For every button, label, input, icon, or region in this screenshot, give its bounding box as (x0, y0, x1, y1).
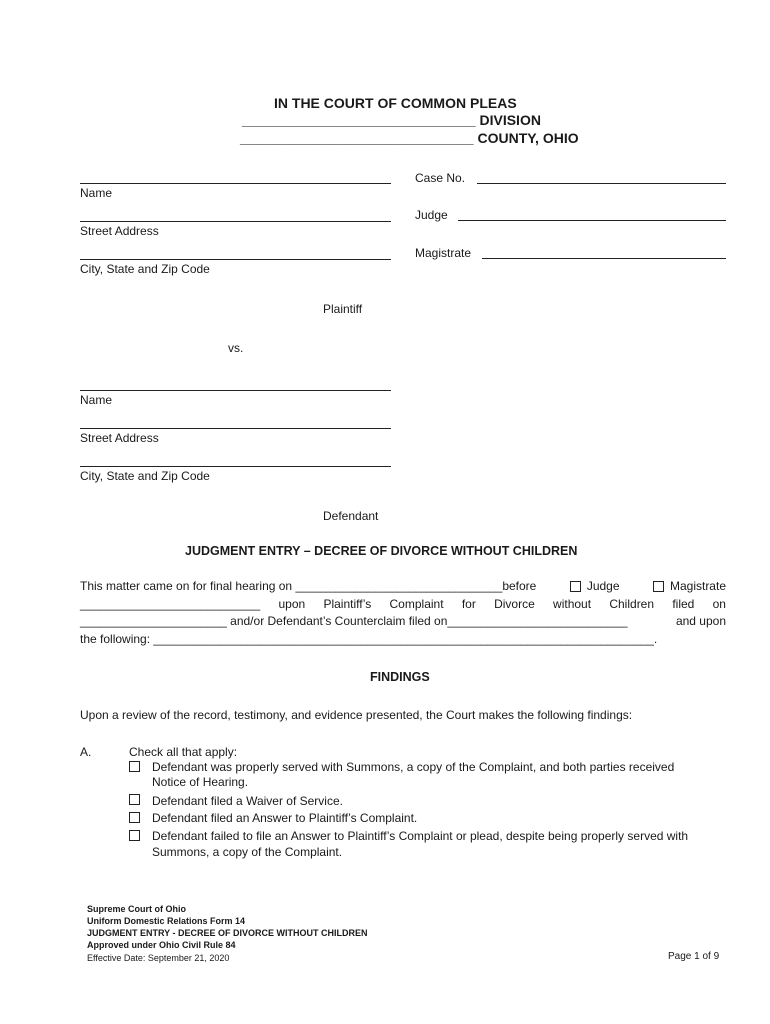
footer-form-number: Uniform Domestic Relations Form 14 (87, 916, 246, 926)
finding-no-answer-line1: Defendant failed to file an Answer to Plaintiff’s Complaint or plead, despite being properly served with (152, 829, 689, 843)
magistrate-option-label: Magistrate (669, 579, 726, 593)
entry-title: JUDGMENT ENTRY – DECREE OF DIVORCE WITHOUT CHILDREN (185, 544, 578, 558)
page-number: Page 1 of 9 (668, 951, 720, 962)
judge-field[interactable] (458, 220, 726, 221)
judge-label: Judge (415, 208, 448, 222)
versus-text: vs. (228, 341, 244, 355)
finding-waiver-text: Defendant filed a Waiver of Service. (152, 794, 343, 808)
county-line (240, 129, 579, 147)
footer-form-title: JUDGMENT ENTRY - DECREE OF DIVORCE WITHOUT CHILDREN (87, 928, 368, 938)
footer-court: Supreme Court of Ohio (87, 904, 186, 914)
hearing-date-text[interactable]: This matter came on for final hearing on _______________________________before (80, 579, 537, 593)
magistrate-option[interactable] (653, 578, 726, 596)
section-a-letter: A. (80, 745, 92, 759)
findings-title: FINDINGS (370, 670, 430, 684)
word: Divorce (494, 596, 535, 611)
plaintiff-role: Plaintiff (323, 302, 363, 316)
word: for (461, 596, 476, 611)
plaintiff-street-line[interactable] (80, 221, 391, 222)
and-upon-text: and upon (675, 614, 726, 628)
defendant-street-label: Street Address (80, 431, 159, 445)
hearing-paragraph (80, 578, 726, 648)
defendant-street-line[interactable] (80, 428, 391, 429)
defendant-name-label: Name (80, 393, 113, 407)
plaintiff-street-label: Street Address (80, 224, 159, 238)
finding-checkbox-no-answer[interactable] (129, 830, 140, 841)
plaintiff-city-line[interactable] (80, 259, 391, 260)
counterclaim-text[interactable]: ______________________ and/or Defendant’s Counterclaim filed on___________________________ (80, 614, 628, 628)
plaintiff-name-label: Name (80, 186, 113, 200)
word: upon (278, 596, 306, 611)
court-title: IN THE COURT OF COMMON PLEAS (274, 95, 517, 111)
hearing-line-1 (80, 578, 726, 596)
division-label: DIVISION (479, 112, 541, 128)
hearing-line-3 (80, 613, 726, 631)
plaintiff-name-line[interactable] (80, 183, 391, 184)
case-no-label: Case No. (415, 171, 466, 185)
division-blank[interactable]: ______________________________ (242, 112, 476, 128)
finding-served-line1: Defendant was properly served with Summons, a copy of the Complaint, and both parties received (152, 760, 675, 774)
word: without (553, 596, 592, 611)
footer-effective-date: Effective Date: September 21, 2020 (87, 953, 230, 963)
hearing-line-2 (80, 596, 726, 614)
defendant-city-label: City, State and Zip Code (80, 469, 210, 483)
finding-checkbox-waiver[interactable] (129, 794, 140, 805)
word: Plaintiff’s (323, 596, 372, 611)
word: Children (609, 596, 655, 611)
section-a-text: Check all that apply: (129, 745, 238, 759)
defendant-role: Defendant (323, 509, 379, 523)
complaint-date-blank[interactable]: ___________________________ (80, 596, 261, 611)
defendant-city-line[interactable] (80, 466, 391, 467)
plaintiff-city-label: City, State and Zip Code (80, 262, 210, 276)
findings-intro: Upon a review of the record, testimony, and evidence presented, the Court makes the following findings: (80, 708, 633, 722)
footer-approval: Approved under Ohio Civil Rule 84 (87, 940, 236, 950)
case-no-field[interactable] (477, 183, 726, 184)
judge-option-label: Judge (586, 579, 620, 593)
judge-option[interactable] (570, 578, 620, 596)
defendant-name-line[interactable] (80, 390, 391, 391)
word: on (712, 596, 726, 611)
finding-served-line2: Notice of Hearing. (152, 775, 249, 789)
finding-checkbox-answer[interactable] (129, 812, 140, 823)
finding-answer-text: Defendant filed an Answer to Plaintiff’s Complaint. (152, 811, 418, 825)
division-line (242, 111, 541, 129)
finding-no-answer-line2: Summons, a copy of the Complaint. (152, 845, 343, 859)
magistrate-field[interactable] (482, 258, 726, 259)
magistrate-checkbox[interactable] (653, 581, 664, 592)
word: filed (672, 596, 695, 611)
county-label: COUNTY, OHIO (477, 130, 579, 146)
following-line[interactable]: the following: ___________________________________________________________________________. (80, 631, 658, 646)
finding-checkbox-served[interactable] (129, 761, 140, 772)
judge-checkbox[interactable] (570, 581, 581, 592)
word: Complaint (389, 596, 444, 611)
county-blank[interactable]: ______________________________ (240, 130, 474, 146)
magistrate-label: Magistrate (415, 246, 472, 260)
